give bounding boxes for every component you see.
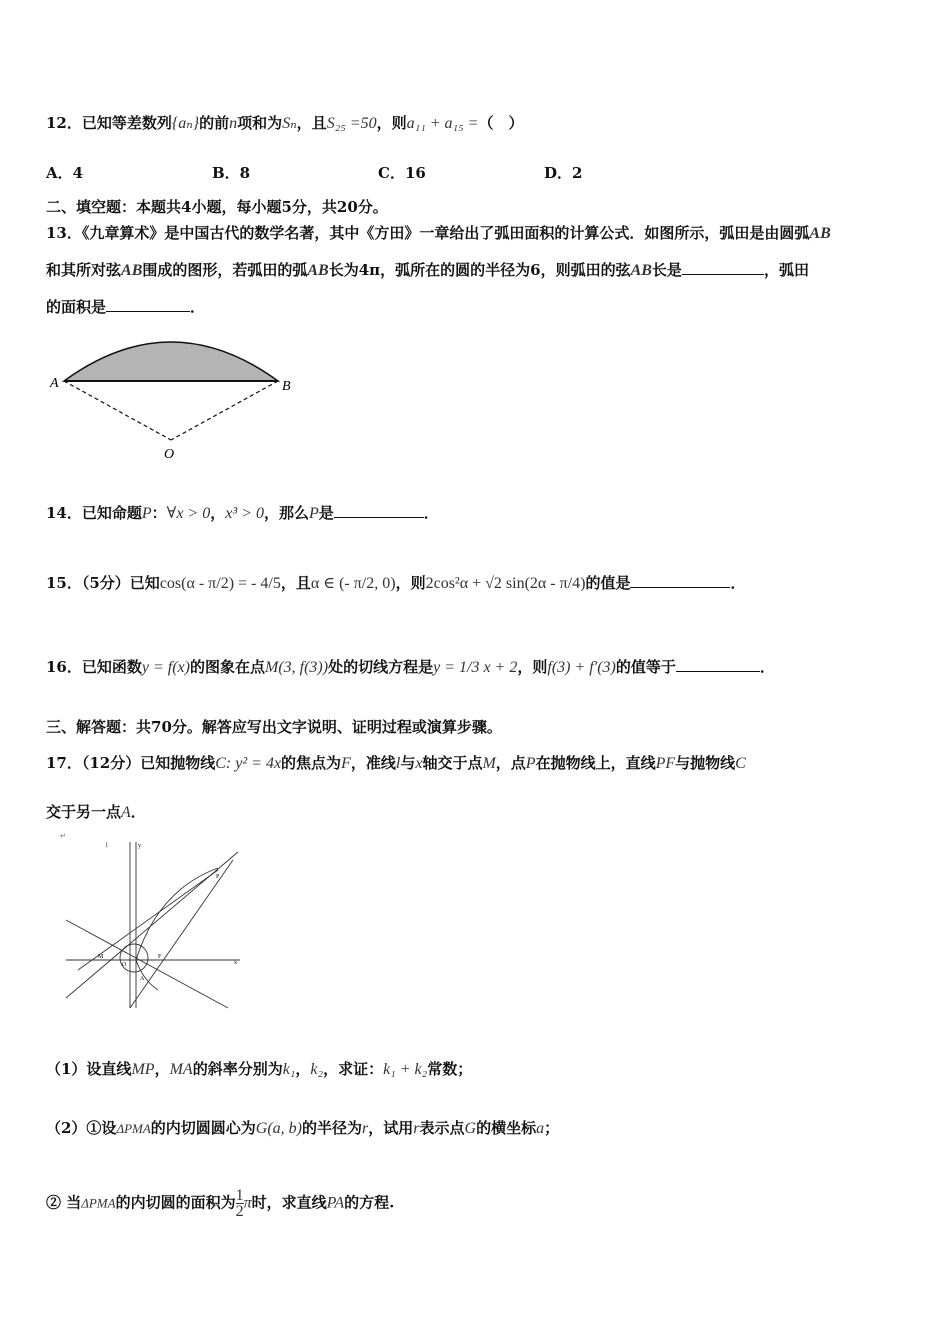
q17-m: M bbox=[482, 755, 496, 772]
q17-part2-mid3: ，试用 bbox=[368, 1119, 414, 1137]
q15-cond2: α ∈ (- π/2, 0) bbox=[310, 575, 396, 592]
q15-lead: 15．（5分）已知 bbox=[46, 574, 160, 592]
q13-text1: 13．《九章算术》是中国古代的数学名著，其中《方田》一章给出了弧田面积的计算公式．如图所示，弧田是由圆弧 bbox=[46, 224, 810, 242]
q13-text3: 的面积是 bbox=[46, 298, 107, 316]
q15-line bbox=[46, 572, 746, 593]
arc-field-figure bbox=[44, 328, 304, 468]
q17-part1-mp: MP bbox=[131, 1061, 155, 1078]
q17-part3-mid: 的内切圆的面积为 bbox=[115, 1193, 236, 1212]
q17-part1-sep: ， bbox=[154, 1060, 170, 1078]
q17-part1-sum: k₁ + k₂ bbox=[383, 1061, 428, 1078]
q17-p: P bbox=[525, 755, 536, 772]
q17-part1-k2: k₂ bbox=[310, 1061, 324, 1078]
radius-oa bbox=[64, 381, 171, 440]
q13-answer-blank1[interactable] bbox=[682, 260, 764, 275]
q17-part2-r2: r bbox=[413, 1120, 420, 1137]
q16-line bbox=[46, 656, 775, 677]
q15-tail: 的值是 bbox=[585, 574, 631, 592]
q16-mid: 的图象在点 bbox=[189, 658, 265, 676]
q12-then: ，则 bbox=[376, 114, 407, 132]
q14-comma: ， bbox=[210, 504, 226, 522]
q12-line bbox=[46, 112, 523, 133]
q17-focus: 的焦点为 bbox=[281, 754, 342, 772]
q17-part1-tail: 常数； bbox=[427, 1060, 473, 1078]
q12-and: ，且 bbox=[296, 114, 327, 132]
q17-end2: ． bbox=[130, 803, 146, 821]
q16-then: ，则 bbox=[517, 658, 548, 676]
q17-part1-mid: 的斜率分别为 bbox=[192, 1060, 283, 1078]
q17-part3-num: 1 bbox=[235, 1187, 244, 1204]
q13-ab: AB bbox=[809, 225, 831, 242]
figure-mark: ↵ bbox=[60, 832, 66, 840]
arc-field-shaded-region bbox=[64, 342, 278, 381]
q12-option-c: C．16 bbox=[378, 164, 426, 182]
q17-part1-sep2: ， bbox=[295, 1060, 311, 1078]
q12-text2: 项和为 bbox=[237, 114, 283, 132]
q17-part2-mid2: 的半径为 bbox=[302, 1119, 363, 1137]
q17-part3-mid2: 时，求直线 bbox=[251, 1193, 327, 1212]
q14-p: P bbox=[141, 505, 152, 522]
radius-ob bbox=[171, 381, 278, 440]
q17-text2: 交于另一点 bbox=[46, 803, 122, 821]
q12-paren: （ ） bbox=[478, 114, 524, 132]
q14-is: 是 bbox=[318, 504, 334, 522]
q17-part1-ma: MA bbox=[169, 1061, 193, 1078]
q17-part3-pi: π bbox=[243, 1194, 252, 1212]
q13-text2b: 围成的图形，若弧田的弧 bbox=[142, 261, 308, 279]
q17-part2 bbox=[46, 1117, 559, 1138]
q17-on: 在抛物线上，直线 bbox=[535, 754, 656, 772]
q12-n: n bbox=[229, 115, 238, 132]
q17-part1-k1: k₁ bbox=[282, 1061, 296, 1078]
label-o: O bbox=[122, 962, 127, 968]
q17-pt: ，点 bbox=[495, 754, 526, 772]
point-b-label: B bbox=[282, 379, 291, 394]
q16-end: ． bbox=[759, 658, 775, 676]
q12-expression: a₁₁ + a₁₅ = bbox=[406, 115, 479, 132]
q15-end: ． bbox=[730, 574, 746, 592]
q15-then: ，则 bbox=[395, 574, 426, 592]
q17-part3-pa: PA bbox=[326, 1194, 345, 1212]
q12-option-a: A．4 bbox=[46, 164, 84, 182]
q17-part1 bbox=[46, 1058, 472, 1079]
q13-line1 bbox=[46, 222, 831, 243]
q16-point: M(3, f(3)) bbox=[265, 659, 329, 676]
label-y: y bbox=[138, 843, 141, 849]
q17-axis: 轴交于点 bbox=[422, 754, 483, 772]
line-pa bbox=[130, 860, 233, 1008]
q13-ab3: AB bbox=[307, 262, 329, 279]
q13-line2 bbox=[46, 259, 809, 280]
q17-part3-tail: 的方程. bbox=[344, 1193, 395, 1212]
q17-part2-tail: ； bbox=[544, 1119, 560, 1137]
q14-end: ． bbox=[423, 504, 439, 522]
q12-option-b: B．8 bbox=[212, 164, 251, 182]
parabola-figure bbox=[58, 830, 248, 1012]
q17-part2-tri: ΔPMA bbox=[116, 1121, 151, 1136]
q13-text2e: ，弧田 bbox=[763, 261, 809, 279]
q17-part2-G: G bbox=[464, 1120, 477, 1137]
q17-f: F bbox=[341, 755, 351, 772]
label-p: P bbox=[216, 874, 220, 880]
q16-lead: 16．已知函数 bbox=[46, 658, 142, 676]
q13-answer-blank2[interactable] bbox=[106, 297, 190, 312]
q14-answer-blank[interactable] bbox=[334, 503, 424, 518]
q17-part3-lead: ② 当 bbox=[46, 1193, 82, 1212]
q17-parabola: C: y² = 4x bbox=[215, 755, 282, 772]
parabola-curve bbox=[136, 868, 218, 990]
q17-part2-a: a bbox=[536, 1120, 545, 1137]
q13-text2a: 和其所对弦 bbox=[46, 261, 122, 279]
q14-lead: 14．已知命题 bbox=[46, 504, 142, 522]
q17-directrix: ，准线 bbox=[350, 754, 396, 772]
q17-line1 bbox=[46, 752, 746, 773]
q14-line bbox=[46, 502, 439, 523]
q14-cond1: ∀x > 0 bbox=[166, 505, 211, 522]
q16-function: y = f(x) bbox=[141, 659, 190, 676]
q17-part2-g: G(a, b) bbox=[255, 1120, 303, 1137]
q14-then: ，那么 bbox=[263, 504, 309, 522]
q13-ab4: AB bbox=[630, 262, 652, 279]
q14-p2: P bbox=[308, 505, 319, 522]
label-x: x bbox=[234, 960, 237, 966]
q17-x: x bbox=[415, 755, 423, 772]
q16-tail: 的值等于 bbox=[615, 658, 676, 676]
point-o-label: O bbox=[164, 447, 175, 462]
q17-a: A bbox=[121, 804, 131, 821]
q17-part2-mid5: 的横坐标 bbox=[476, 1119, 537, 1137]
q17-part1-lead: （1）设直线 bbox=[46, 1060, 132, 1078]
q13-text2d: 长是 bbox=[651, 261, 682, 279]
q17-part1-prove: ，求证： bbox=[323, 1060, 384, 1078]
q15-cond1: cos(α - π/2) = - 4/5 bbox=[159, 575, 281, 592]
q12-option-d: D．2 bbox=[544, 164, 583, 182]
q12-text: 的前 bbox=[199, 114, 230, 132]
q17-part2-mid: 的内切圆圆心为 bbox=[150, 1119, 256, 1137]
q16-mid2: 处的切线方程是 bbox=[328, 658, 434, 676]
q17-part2-r: r bbox=[362, 1120, 369, 1137]
label-l: l bbox=[106, 843, 108, 849]
q15-answer-blank[interactable] bbox=[630, 573, 730, 588]
point-a-label: A bbox=[50, 376, 59, 391]
q17-c: C bbox=[735, 755, 746, 772]
label-m: M bbox=[98, 954, 104, 960]
label-f: F bbox=[158, 954, 162, 960]
q17-lead: 17．（12分）已知抛物线 bbox=[46, 754, 216, 772]
section2-heading: 二、填空题：本题共4小题，每小题5分，共20分。 bbox=[46, 198, 388, 216]
q12-sn: Sₙ bbox=[282, 115, 297, 132]
q16-expression: f(3) + f′(3) bbox=[547, 659, 616, 676]
q17-part2-mid4: 表示点 bbox=[419, 1119, 465, 1137]
q16-tangent: y = 1/3 x + 2 bbox=[433, 659, 518, 676]
q17-with2: 与抛物线 bbox=[675, 754, 736, 772]
q13-line3 bbox=[46, 296, 205, 317]
q12-sequence: {aₙ} bbox=[171, 115, 200, 132]
q17-part3 bbox=[46, 1188, 394, 1219]
q15-and: ，且 bbox=[280, 574, 311, 592]
q17-l: l bbox=[395, 755, 401, 772]
q17-part3-den: 2 bbox=[235, 1203, 244, 1220]
q17-part2-lead: （2）①设 bbox=[46, 1119, 117, 1137]
q14-cond2: x³ > 0 bbox=[225, 505, 264, 522]
label-a: A bbox=[140, 976, 145, 982]
q13-end: ． bbox=[190, 298, 206, 316]
q13-text2c: 长为4π，弧所在的圆的半径为6，则弧田的弦 bbox=[328, 261, 631, 279]
section3-heading: 三、解答题：共70分。解答应写出文字说明、证明过程或演算步骤。 bbox=[46, 718, 502, 736]
q17-with: 与 bbox=[400, 754, 416, 772]
q12-lead: 12．已知等差数列 bbox=[46, 114, 172, 132]
q17-line2 bbox=[46, 801, 146, 822]
q13-ab2: AB bbox=[121, 262, 143, 279]
q17-part3-fraction bbox=[236, 1188, 244, 1219]
q16-answer-blank[interactable] bbox=[676, 657, 760, 672]
q17-pf: PF bbox=[655, 755, 676, 772]
q12-condition: S₂₅ =50 bbox=[326, 115, 377, 132]
q14-colon: ： bbox=[151, 504, 167, 522]
q17-part3-tri: ΔPMA bbox=[81, 1195, 116, 1211]
q15-expression: 2cos²α + √2 sin(2α - π/4) bbox=[425, 575, 586, 592]
